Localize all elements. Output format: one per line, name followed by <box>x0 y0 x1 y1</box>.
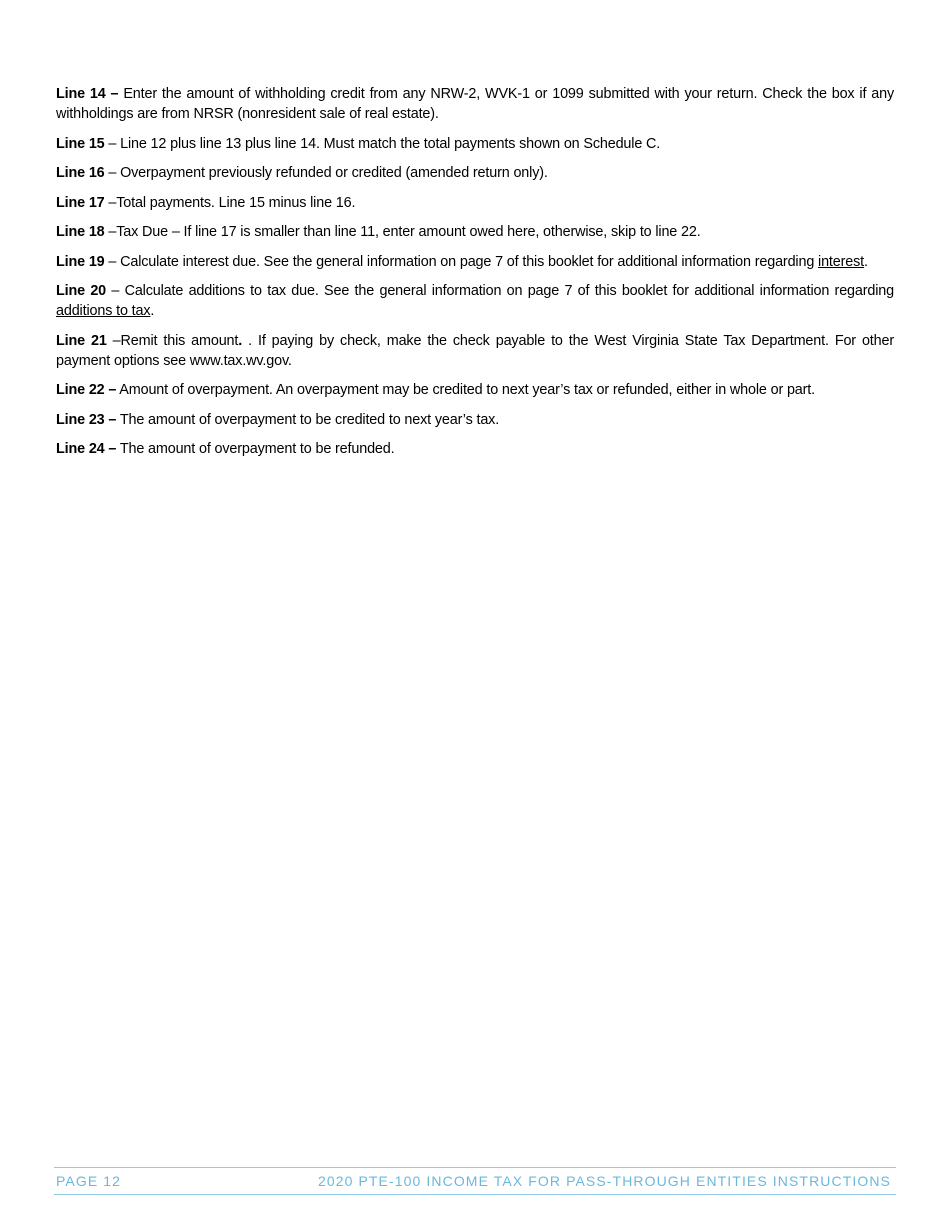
line-text: Amount of overpayment. An overpayment may be credited to next year’s tax or refunded, either in whole or part. <box>116 382 815 398</box>
line-text: – Calculate additions to tax due. See the general information on page 7 of this booklet for additional information regarding <box>106 283 895 299</box>
line-24-paragraph <box>56 439 894 459</box>
line-text-bold-period: . <box>238 332 243 349</box>
line-text: – Overpayment previously refunded or credited (amended return only). <box>104 165 548 181</box>
page-number: PAGE 12 <box>56 1173 122 1189</box>
page-footer <box>54 1167 896 1195</box>
line-label: Line 15 <box>56 135 105 152</box>
line-text: –Tax Due – If line 17 is smaller than line 11, enter amount owed here, otherwise, skip to line 22. <box>104 224 701 240</box>
line-20-paragraph <box>56 281 894 321</box>
line-label: Line 14 – <box>56 86 119 102</box>
line-text: – Line 12 plus line 13 plus line 14. Must match the total payments shown on Schedule C. <box>104 135 661 152</box>
line-text-end: . If paying by check, make the check payable to the West Virginia State Tax Department. For other payment options see www.tax.wv.gov. <box>56 332 895 369</box>
line-text: The amount of overpayment to be credited to next year’s tax. <box>116 411 500 428</box>
line-text: Enter the amount of withholding credit from any NRW-2, WVK-1 or 1099 submitted with your return. Check the box if any withholdings are from NRSR (nonresident sale of real estate). <box>56 86 894 122</box>
line-16-paragraph <box>56 163 894 183</box>
line-18-paragraph <box>56 222 894 242</box>
line-text: The amount of overpayment to be refunded. <box>116 441 395 457</box>
line-14-paragraph <box>56 84 894 124</box>
line-21-paragraph <box>56 331 894 371</box>
line-23-paragraph <box>56 410 894 430</box>
line-label: Line 22 – <box>56 382 117 398</box>
line-text-end: . <box>864 253 868 270</box>
line-text: –Remit this amount <box>106 332 239 349</box>
line-17-paragraph <box>56 193 894 213</box>
line-label: Line 17 <box>56 194 105 211</box>
line-label: Line 19 <box>56 253 105 270</box>
line-text: – Calculate interest due. See the general information on page 7 of this booklet for additional information regarding <box>104 253 819 270</box>
line-15-paragraph <box>56 134 894 154</box>
line-label: Line 21 <box>56 332 107 349</box>
line-22-paragraph <box>56 380 894 400</box>
interest-link[interactable]: interest <box>818 253 865 270</box>
line-label: Line 23 – <box>56 411 117 428</box>
line-label: Line 18 <box>56 224 105 240</box>
document-title: 2020 PTE-100 INCOME TAX FOR PASS-THROUGH ENTITIES INSTRUCTIONS <box>317 1173 891 1189</box>
line-label: Line 24 – <box>56 441 117 457</box>
additions-to-tax-link[interactable]: additions to tax <box>56 303 151 319</box>
line-text-end: . <box>150 303 155 319</box>
line-label: Line 20 <box>56 283 107 299</box>
instructions-body <box>56 84 894 469</box>
line-label: Line 16 <box>56 165 105 181</box>
line-19-paragraph <box>56 252 894 272</box>
line-text: –Total payments. Line 15 minus line 16. <box>104 194 356 211</box>
